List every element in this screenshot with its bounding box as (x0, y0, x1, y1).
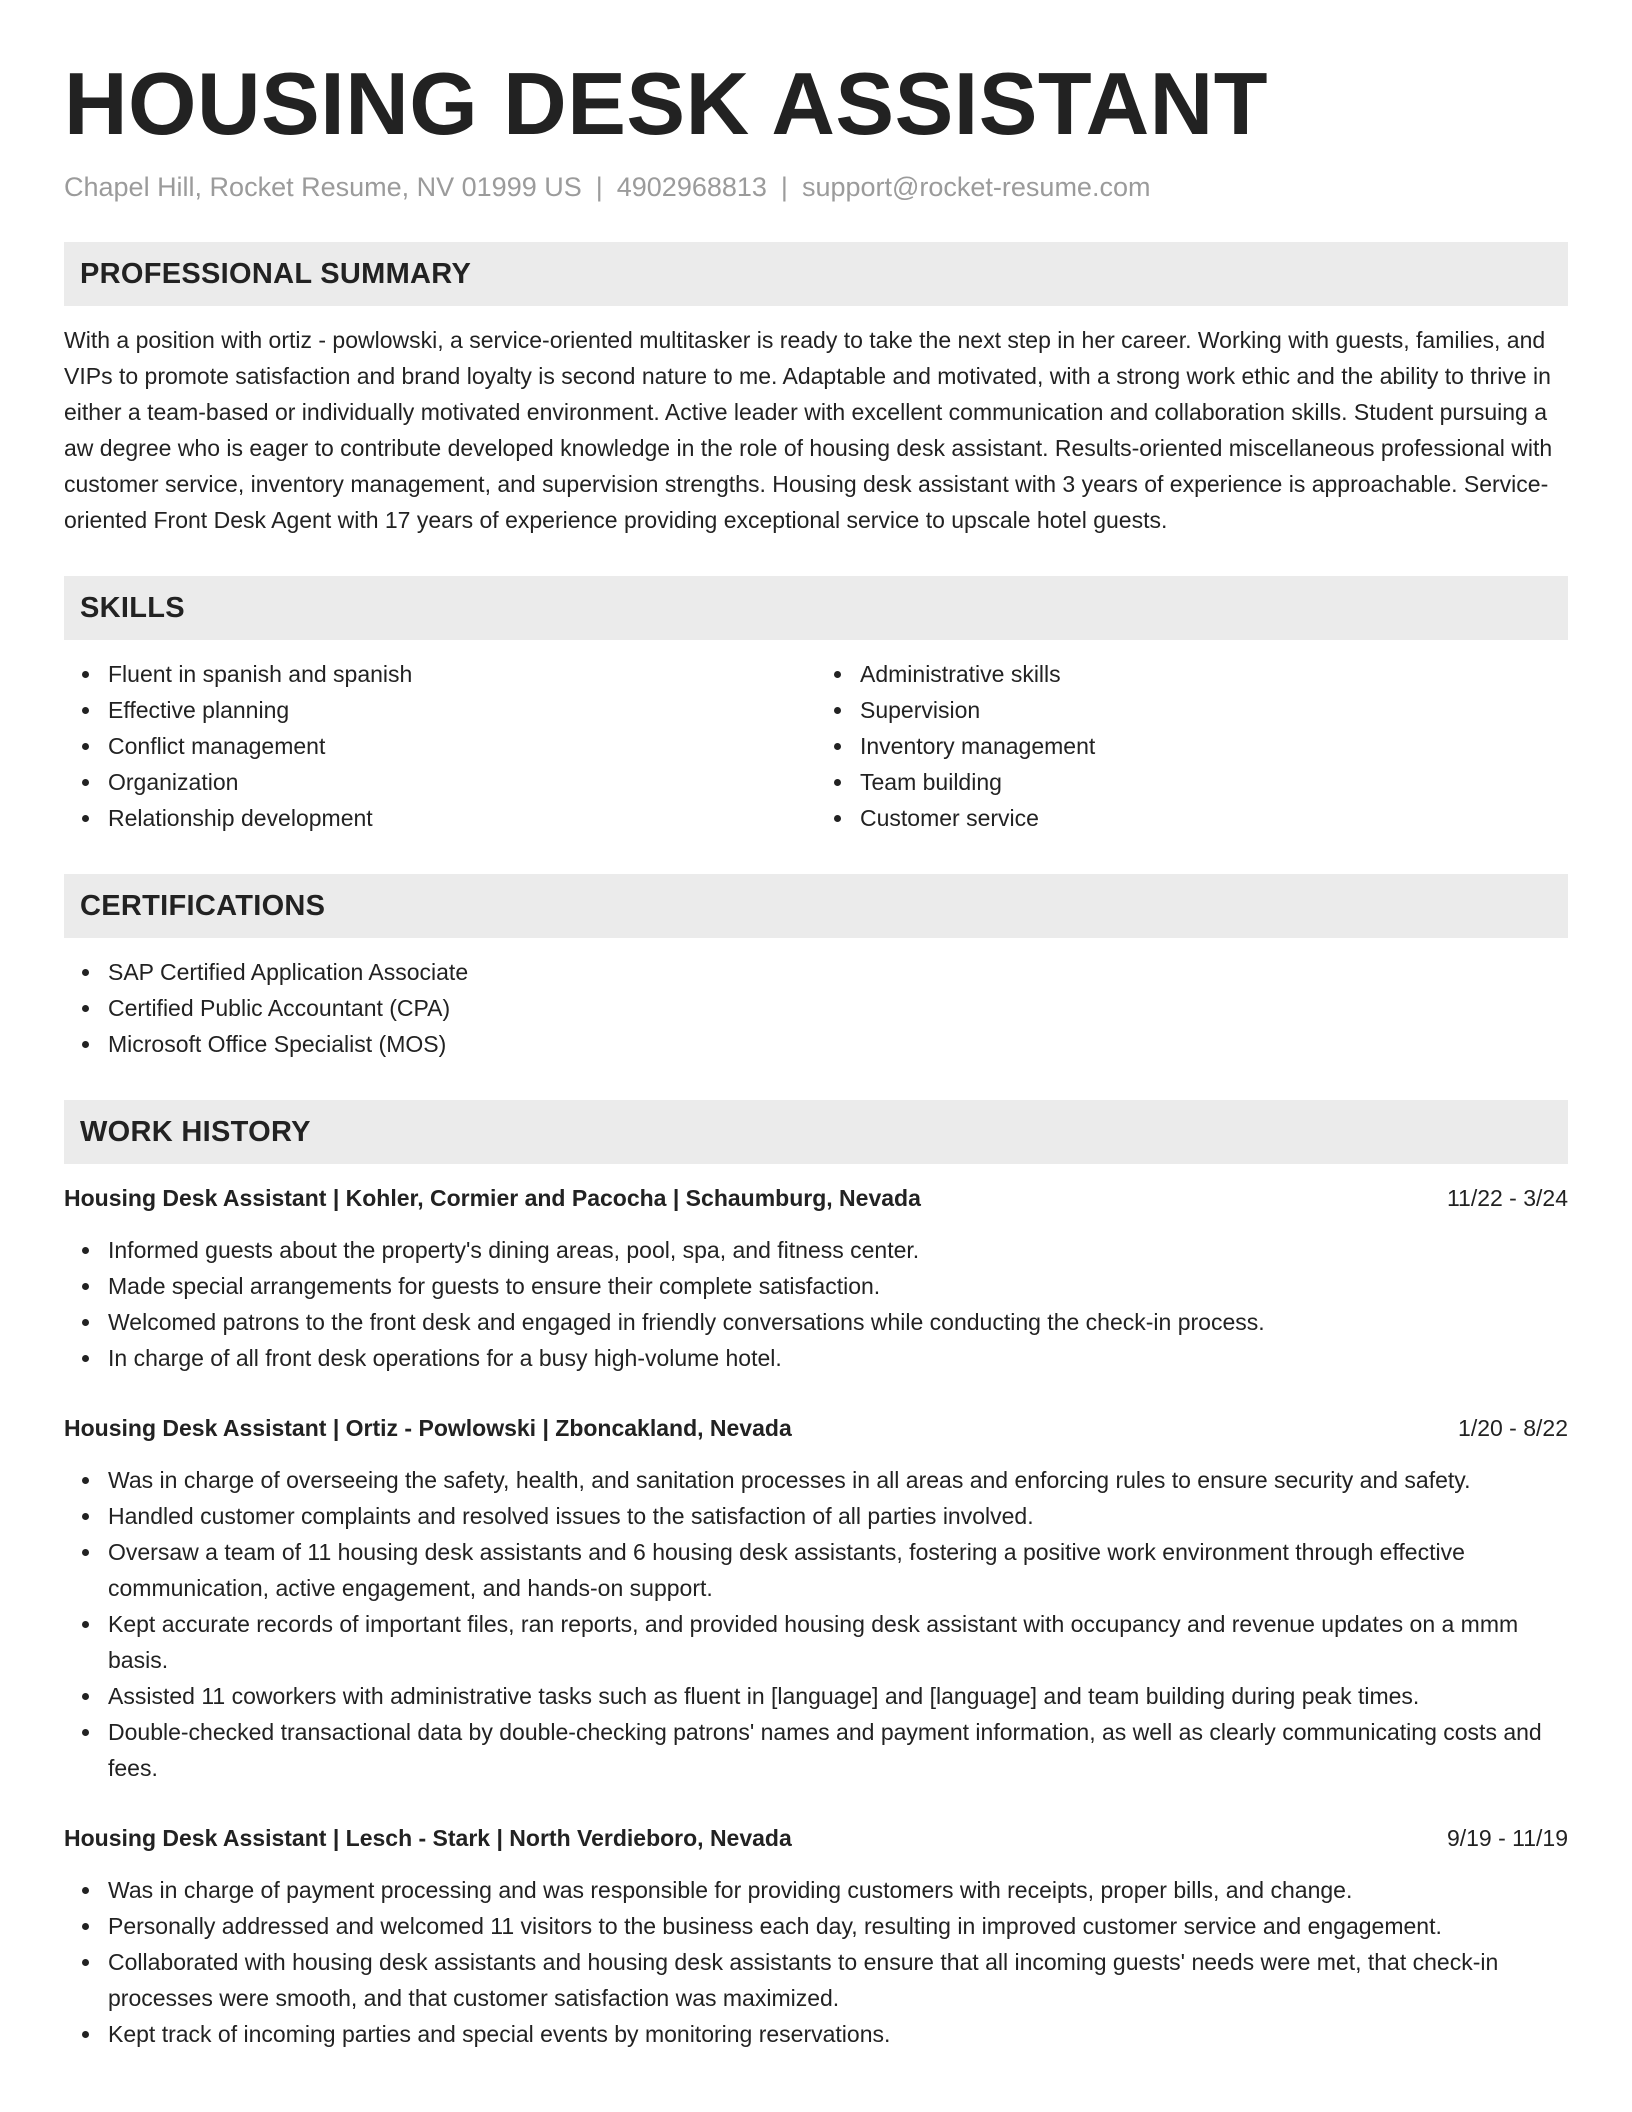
job-bullet: Personally addressed and welcomed 11 visitors to the business each day, resulting in improved customer service and engagement. (108, 1908, 1568, 1944)
job-bullets (64, 1872, 1568, 2052)
skill-item: Customer service (860, 800, 1568, 836)
job-dates: 1/20 - 8/22 (1458, 1415, 1568, 1441)
job-title: Housing Desk Assistant | Lesch - Stark | North Verdieboro, Nevada (64, 1825, 792, 1851)
contact-separator: | (595, 172, 603, 202)
skill-item: Conflict management (108, 728, 816, 764)
skill-item: Effective planning (108, 692, 816, 728)
job-bullet: Assisted 11 coworkers with administrative tasks such as fluent in [language] and [language] and team building during peak times. (108, 1678, 1568, 1714)
job-bullet: In charge of all front desk operations for a busy high-volume hotel. (108, 1340, 1568, 1376)
contact-address: Chapel Hill, Rocket Resume, NV 01999 US (64, 172, 582, 202)
skills-column-right (816, 656, 1568, 836)
job-entry (64, 1180, 1568, 1376)
job-bullet: Kept track of incoming parties and special events by monitoring reservations. (108, 2016, 1568, 2052)
skill-item: Fluent in spanish and spanish (108, 656, 816, 692)
job-bullet: Made special arrangements for guests to ensure their complete satisfaction. (108, 1268, 1568, 1304)
job-bullet: Handled customer complaints and resolved issues to the satisfaction of all parties involved. (108, 1498, 1568, 1534)
skills-list (64, 656, 1568, 836)
job-bullet: Double-checked transactional data by double-checking patrons' names and payment information, as well as clearly communicating costs and fees. (108, 1714, 1568, 1786)
job-bullet: Kept accurate records of important files, ran reports, and provided housing desk assistant with occupancy and revenue updates on a mmm basis. (108, 1606, 1568, 1678)
skill-item: Supervision (860, 692, 1568, 728)
skills-section-header (64, 576, 1568, 640)
job-bullet: Oversaw a team of 11 housing desk assistants and 6 housing desk assistants, fostering a positive work environment through effective communication, active engagement, and hands-on support. (108, 1534, 1568, 1606)
job-header (64, 1180, 1568, 1216)
skill-item: Team building (860, 764, 1568, 800)
certifications-section-header (64, 874, 1568, 938)
job-dates: 11/22 - 3/24 (1446, 1185, 1568, 1211)
contact-separator: | (780, 172, 788, 202)
job-dates: 9/19 - 11/19 (1446, 1825, 1568, 1851)
job-entry (64, 1410, 1568, 1786)
job-entry (64, 1820, 1568, 2052)
certification-item: SAP Certified Application Associate (108, 954, 1568, 990)
certification-item: Certified Public Accountant (CPA) (108, 990, 1568, 1026)
job-bullet: Welcomed patrons to the front desk and engaged in friendly conversations while conducting the check-in process. (108, 1304, 1568, 1340)
contact-phone: 4902968813 (616, 172, 767, 202)
skills-section-title: SKILLS (80, 591, 185, 624)
job-bullet: Was in charge of overseeing the safety, health, and sanitation processes in all areas and enforcing rules to ensure security and safety. (108, 1462, 1568, 1498)
skills-column-left (64, 656, 816, 836)
job-header (64, 1820, 1568, 1856)
job-title: Housing Desk Assistant | Kohler, Cormier and Pacocha | Schaumburg, Nevada (64, 1185, 921, 1211)
job-bullet: Collaborated with housing desk assistants and housing desk assistants to ensure that all incoming guests' needs were met, that check-in processes were smooth, and that customer satisfaction was maximized. (108, 1944, 1568, 2016)
certifications-section-title: CERTIFICATIONS (80, 889, 326, 922)
work-history-section-header (64, 1100, 1568, 1164)
certification-item: Microsoft Office Specialist (MOS) (108, 1026, 1568, 1062)
skill-item: Relationship development (108, 800, 816, 836)
work-history-section-title: WORK HISTORY (80, 1115, 311, 1148)
skill-item: Inventory management (860, 728, 1568, 764)
resume-name: HOUSING DESK ASSISTANT (64, 54, 1268, 153)
job-bullets (64, 1462, 1568, 1786)
job-title: Housing Desk Assistant | Ortiz - Powlowski | Zboncakland, Nevada (64, 1415, 792, 1441)
summary-section-header (64, 242, 1568, 306)
skill-item: Administrative skills (860, 656, 1568, 692)
contact-email: support@rocket-resume.com (801, 172, 1151, 202)
job-header (64, 1410, 1568, 1446)
job-bullets (64, 1232, 1568, 1376)
summary-section-title: PROFESSIONAL SUMMARY (80, 257, 472, 290)
certifications-list (64, 954, 1568, 1062)
job-bullet: Was in charge of payment processing and was responsible for providing customers with receipts, proper bills, and change. (108, 1872, 1568, 1908)
contact-line (64, 170, 1568, 204)
skill-item: Organization (108, 764, 816, 800)
summary-text: With a position with ortiz - powlowski, a service-oriented multitasker is ready to take the next step in her career. Working with guests, families, and VIPs to promote satisfaction and brand loyalty is second nature to me. Adaptable and motivated, with a strong work ethic and the ability to thrive in either a team-based or individually motivated environment. Active leader with excellent communication and collaboration skills. Student pursuing a aw degree who is eager to contribute developed knowledge in the role of housing desk assistant. Results-oriented miscellaneous professional with customer service, inventory management, and supervision strengths. Housing desk assistant with 3 years of experience is approachable. Service-oriented Front Desk Agent with 17 years of experience providing exceptional service to upscale hotel guests. (64, 327, 1553, 533)
job-bullet: Informed guests about the property's dining areas, pool, spa, and fitness center. (108, 1232, 1568, 1268)
